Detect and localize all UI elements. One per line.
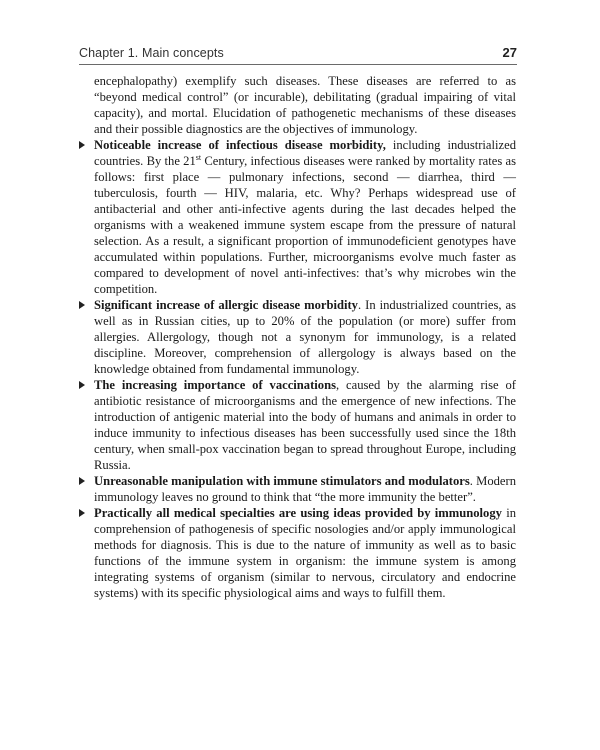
bullet-triangle-icon [79,473,89,489]
bullet-triangle-icon [79,137,89,153]
bullet-item-medical-specialties [94,505,516,601]
bullet-lead: Significant increase of allergic disease morbidity [94,298,358,312]
bullet-text-part: including industrialized countries. By the 21 [94,138,516,168]
bullet-text: . In industrialized countries, as well as in Russian cities, up to 20% of the population (or more) suffer from allergies. Allergology, though not a synonym for immunology, is a related discipline. Moreover, comprehension of allergology is always based on the knowledge obtained from fundamental immunology. [94,298,516,376]
bullet-lead: Practically all medical specialties are using ideas provided by immunology [94,506,502,520]
page-number: 27 [502,45,517,60]
bullet-item-infectious [94,137,516,297]
bullet-text: Century, infectious diseases were ranked by mortality rates as follows: first place — pulmonary infections, second — diarrhea, third — tuberculosis, fourth — HIV, malaria, etc. Why? Perhaps widespread use of antibacterial and other anti-infective agents during the last decades helped the organisms with a weakened immune system escape from the pressure of natural selection. As a result, a significant proportion of immunodeficient genotypes have accumulated within populations. Further, microorganisms evolve much faster as compared to development of novel anti-infectives: that’s why microbes win the competition. [94,154,516,296]
bullet-item-manipulation [94,473,516,505]
intro-paragraph: encephalopathy) exemplify such diseases. These diseases are referred to as “beyond medical control” (or incurable), debilitating (gradual impairing of vital capacity), and mortal. Elucidation of pathogenetic mechanisms of these diseases and their possible diagnostics are the objectives of immunology. [94,74,516,136]
bullet-lead: Noticeable increase of infectious disease morbidity, [94,138,386,152]
superscript: st [195,152,202,162]
bullet-text: , caused by the alarming rise of antibiotic resistance of microorganisms and the emergence of new infections. The introduction of antigenic material into the body of humans and animals in order to induce immunity to infectious diseases has been successfully used since the 18th century, when small-pox vaccination began to spread throughout Europe, including Russia. [94,378,516,472]
running-header [79,44,517,65]
bullet-text: in comprehension of pathogenesis of specific nosologies and/or apply immunological methods for diagnosis. This is due to the nature of immunity as well as to basic functions of the immune system in organism: the immune system is among integrating systems of organism (similar to nervous, circulatory and endocrine systems) with its specific physiological aims and ways to fulfill them. [94,506,517,600]
bullet-lead: Unreasonable manipulation with immune stimulators and modulators [94,474,470,488]
bullet-triangle-icon [79,505,89,521]
bullet-triangle-icon [79,297,89,313]
chapter-title: Chapter 1. Main concepts [79,46,224,60]
bullet-item-allergic [94,297,516,377]
bullet-item-vaccinations [94,377,516,473]
bullet-lead: The increasing importance of vaccinations [94,378,336,392]
body-text [94,73,516,601]
bullet-text: . Modern immunology leaves no ground to think that “the more immunity the better”. [94,474,517,504]
bullet-triangle-icon [79,377,89,393]
